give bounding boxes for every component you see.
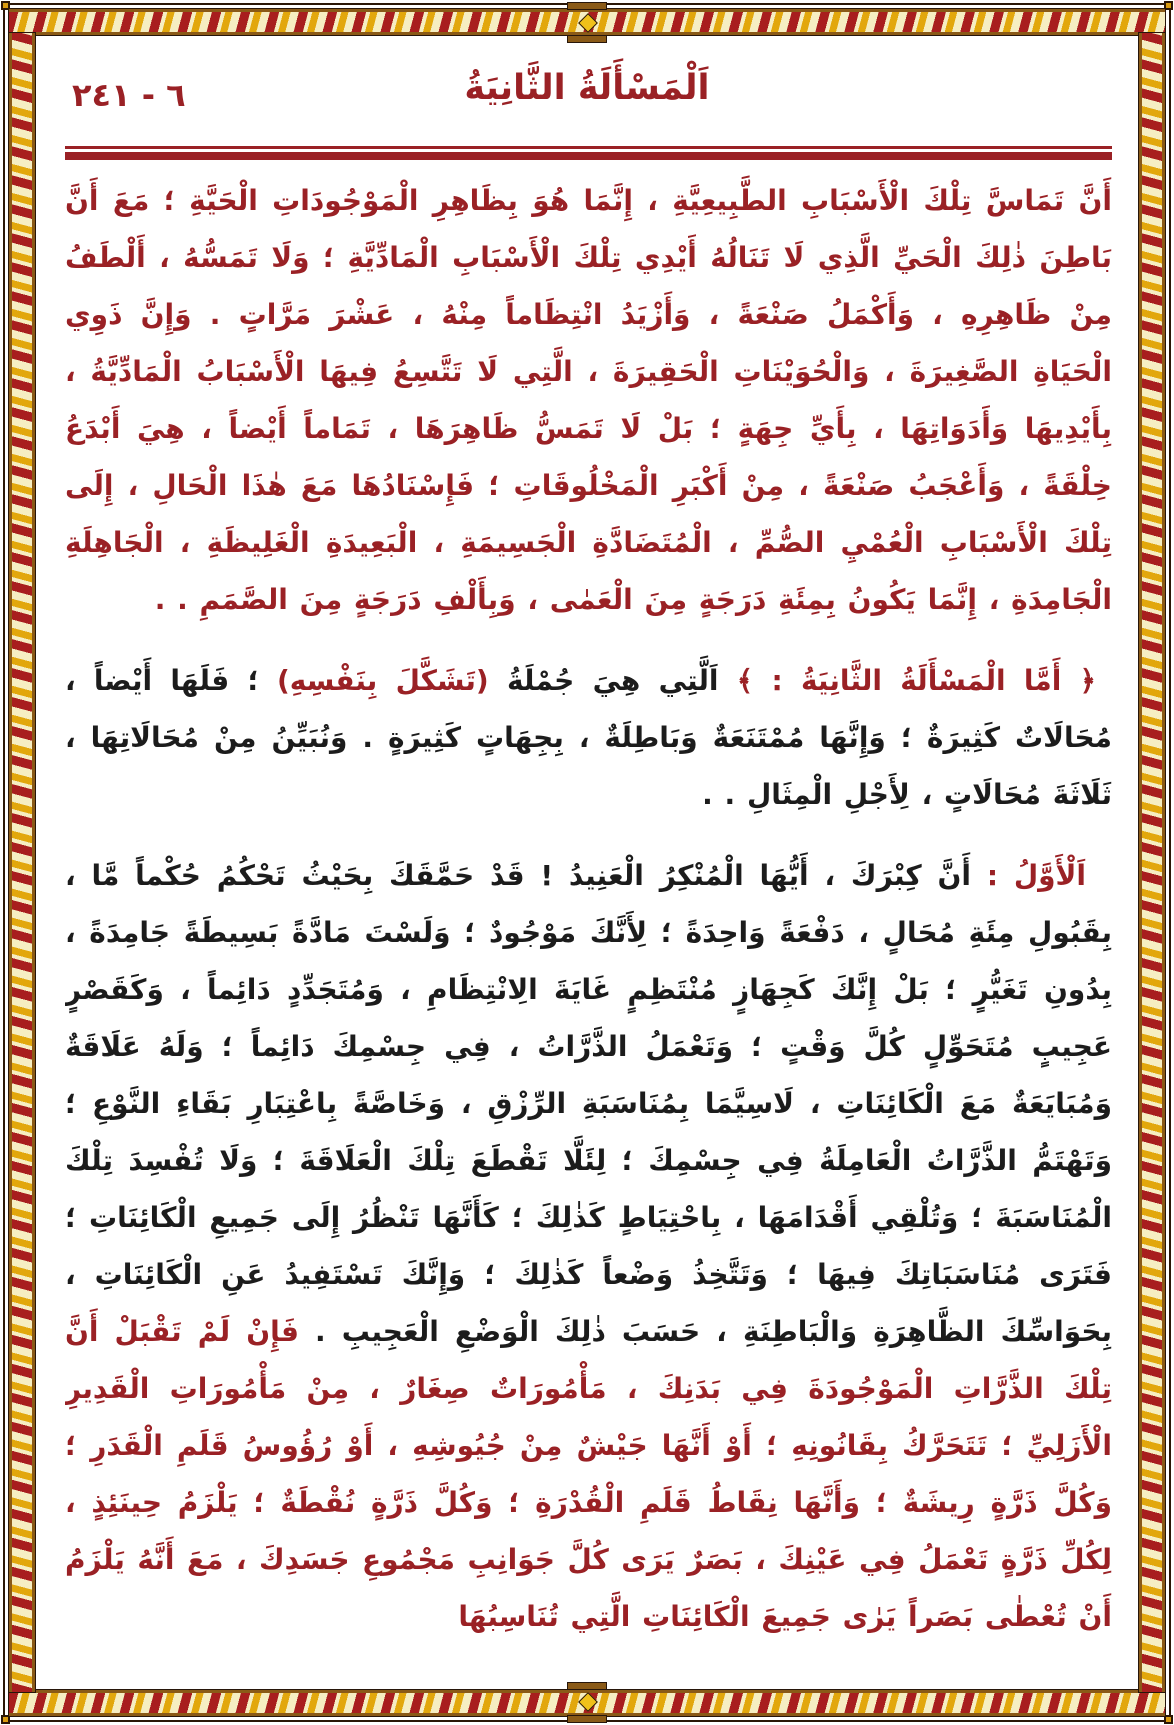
border-band-right: [1139, 33, 1165, 1692]
frame-corner-knob: [1164, 1715, 1173, 1724]
quoted-phrase: (تَشَكَّلَ بِنَفْسِهِ): [276, 664, 489, 697]
header-rule-thin: [65, 146, 1112, 149]
border-center-tab-icon: [568, 1716, 606, 1722]
page-number: ٦ - ٢٤١: [72, 76, 186, 114]
paragraph-first-impossibility: [65, 847, 1112, 1645]
first-impossibility-label: اَلْأَوَّلُ :: [971, 859, 1086, 892]
border-center-tab-icon: [568, 36, 606, 42]
paragraph-second-issue-intro: [65, 652, 1112, 823]
second-issue-heading: أَمَّا الْمَسْأَلَةُ الثَّانِيَةُ :: [753, 664, 1080, 697]
first-impossibility-text: أَنَّ كِبْرَكَ ، أَيُّهَا الْمُنْكِرُ الْعَنِيدُ ! قَدْ حَمَّقَكَ بِحَيْثُ تَحْكُمُ حُكْماً مَّا ، بِقَبُولِ مِئَةِ مُحَالٍ ، دَفْعَةً وَاحِدَةً ؛ لِأَنَّكَ مَوْجُودٌ ؛ وَلَسْتَ مَادَّةً بَسِيطَةً جَامِدَةً ، بِدُونِ تَغَيُّرٍ ؛ بَلْ إِنَّكَ كَجِهَازٍ مُنْتَظِمٍ غَايَةَ الِانْتِظَامِ ، وَمُتَجَدِّدٍ دَائِماً ، وَكَقَصْرٍ عَجِيبٍ مُتَحَوِّلٍ كُلَّ وَقْتٍ ؛ وَتَعْمَلُ الذَّرَّاتُ ، فِي جِسْمِكَ دَائِماً ؛ وَلَهُ عَلَاقَةٌ وَمُبَايَعَةٌ مَعَ الْكَائِنَاتِ ، لَاسِيَّمَا بِمُنَاسَبَةِ الرِّزْقِ ، وَخَاصَّةً بِاعْتِبَارِ بَقَاءِ النَّوْعِ ؛ وَتَهْتَمُّ الذَّرَّاتُ الْعَامِلَةُ فِي جِسْمِكَ ؛ لِئَلَّا تَقْطَعَ تِلْكَ الْعَلَاقَةَ ؛ وَلَا تُفْسِدَ تِلْكَ الْمُنَاسَبَةَ ؛ وَتُلْقِي أَقْدَامَهَا ، بِاحْتِيَاطٍ كَذٰلِكَ ؛ كَأَنَّهَا تَنْظُرُ إِلَى جَمِيعِ الْكَائِنَاتِ ؛ فَتَرَى مُنَاسَبَاتِكَ فِيهَا ؛ وَتَتَّخِذُ وَضْعاً كَذٰلِكَ ؛ وَإِنَّكَ تَسْتَفِيدُ عَنِ الْكَائِنَاتِ ، بِحَوَاسِّكَ الظَّاهِرَةِ وَالْبَاطِنَةِ ، حَسَبَ ذٰلِكَ الْوَضْعِ الْعَجِيبِ .: [65, 859, 1112, 1348]
border-center-tab-icon: [568, 3, 606, 9]
border-band-left: [9, 33, 35, 1692]
header-rule: [65, 146, 1112, 160]
border-center-tab-icon: [568, 1683, 606, 1689]
frame-corner-knob: [1, 1715, 10, 1724]
page-body: [65, 172, 1112, 1650]
second-issue-text-continued: ؛ فَلَهَا أَيْضاً ، مُحَالَاتٌ كَثِيرَةٌ ؛ وَإِنَّهَا مُمْتَنَعَةٌ وَبَاطِلَةٌ ، بِجِهَاتٍ كَثِيرَةٍ . وَنُبَيِّنُ مِنْ مُحَالَاتِهَا ، ثَلَاثَةَ مُحَالَاتٍ ، لِأَجْلِ الْمِثَالِ . .: [65, 664, 1112, 811]
paragraph-natural-causes: أَنَّ تَمَاسَّ تِلْكَ الْأَسْبَابِ الطَّبِيعِيَّةِ ، إِنَّمَا هُوَ بِظَاهِرِ الْمَوْجُودَاتِ الْحَيَّةِ ؛ مَعَ أَنَّ بَاطِنَ ذٰلِكَ الْحَيِّ الَّذِي لَا تَنَالُهُ أَيْدِي تِلْكَ الْأَسْبَابِ الْمَادِّيَّةِ ؛ وَلَا تَمَسُّهُ ، أَلْطَفُ مِنْ ظَاهِرِهِ ، وَأَكْمَلُ صَنْعَةً ، وَأَزْيَدُ انْتِظَاماً مِنْهُ ، عَشْرَ مَرَّاتٍ . وَإِنَّ ذَوِي الْحَيَاةِ الصَّغِيرَةَ ، وَالْحُوَيْنَاتِ الْحَقِيرَةَ ، الَّتِي لَا تَتَّسِعُ فِيهَا الْأَسْبَابُ الْمَادِّيَّةُ ، بِأَيْدِيهَا وَأَدَوَاتِهَا ، بِأَيِّ جِهَةٍ ؛ بَلْ لَا تَمَسُّ ظَاهِرَهَا ، تَمَاماً أَيْضاً ، هِيَ أَبْدَعُ خِلْقَةً ، وَأَعْجَبُ صَنْعَةً ، مِنْ أَكْبَرِ الْمَخْلُوقَاتِ ؛ فَإِسْنَادُهَا مَعَ هٰذَا الْحَالِ ، إِلَى تِلْكَ الْأَسْبَابِ الْعُمْيِ الصُّمِّ ، الْمُتَضَادَّةِ الْجَسِيمَةِ ، الْبَعِيدَةِ الْغَلِيظَةِ ، الْجَاهِلَةِ الْجَامِدَةِ ، إِنَّمَا يَكُونُ بِمِئَةِ دَرَجَةٍ مِنَ الْعَمٰى ، وَبِأَلْفِ دَرَجَةٍ مِنَ الصَّمَمِ . .: [65, 184, 1112, 616]
frame-corner-knob: [1164, 1, 1173, 10]
ornate-bracket-close-icon: ﴾: [736, 664, 754, 697]
ornate-bracket-open-icon: ﴿: [1079, 664, 1097, 697]
second-issue-text: اَلَّتِي هِيَ جُمْلَةُ: [488, 664, 737, 697]
header-rule-thick: [65, 152, 1112, 160]
first-impossibility-red-conclusion: فَإِنْ لَمْ تَقْبَلْ أَنَّ تِلْكَ الذَّرَّاتِ الْمَوْجُودَةَ فِي بَدَنِكَ ، مَأْمُورَاتٌ صِغَارٌ ، مِنْ مَأْمُورَاتِ الْقَدِيرِ الْأَزَلِيِّ ؛ تَتَحَرَّكُ بِقَانُونِهِ ؛ أَوْ أَنَّهَا جَيْشٌ مِنْ جُيُوشِهِ ، أَوْ رُؤُوسُ قَلَمِ الْقَدَرِ ؛ وَكُلَّ ذَرَّةٍ رِيشَةٌ ؛ وَأَنَّهَا نِقَاطُ قَلَمِ الْقُدْرَةِ ؛ وَكُلَّ ذَرَّةٍ نُقْطَةٌ ؛ يَلْزَمُ حِينَئِذٍ ، لِكُلِّ ذَرَّةٍ تَعْمَلُ فِي عَيْنِكَ ، بَصَرٌ يَرَى كُلَّ جَوَانِبِ مَجْمُوعِ جَسَدِكَ ، مَعَ أَنَّهُ يَلْزَمُ أَنْ تُعْطٰى بَصَراً يَرٰى جَمِيعَ الْكَائِنَاتِ الَّتِي تُنَاسِبُهَا: [65, 1315, 1112, 1633]
page-title: اَلْمَسْأَلَةُ الثَّانِيَةُ: [464, 68, 710, 108]
